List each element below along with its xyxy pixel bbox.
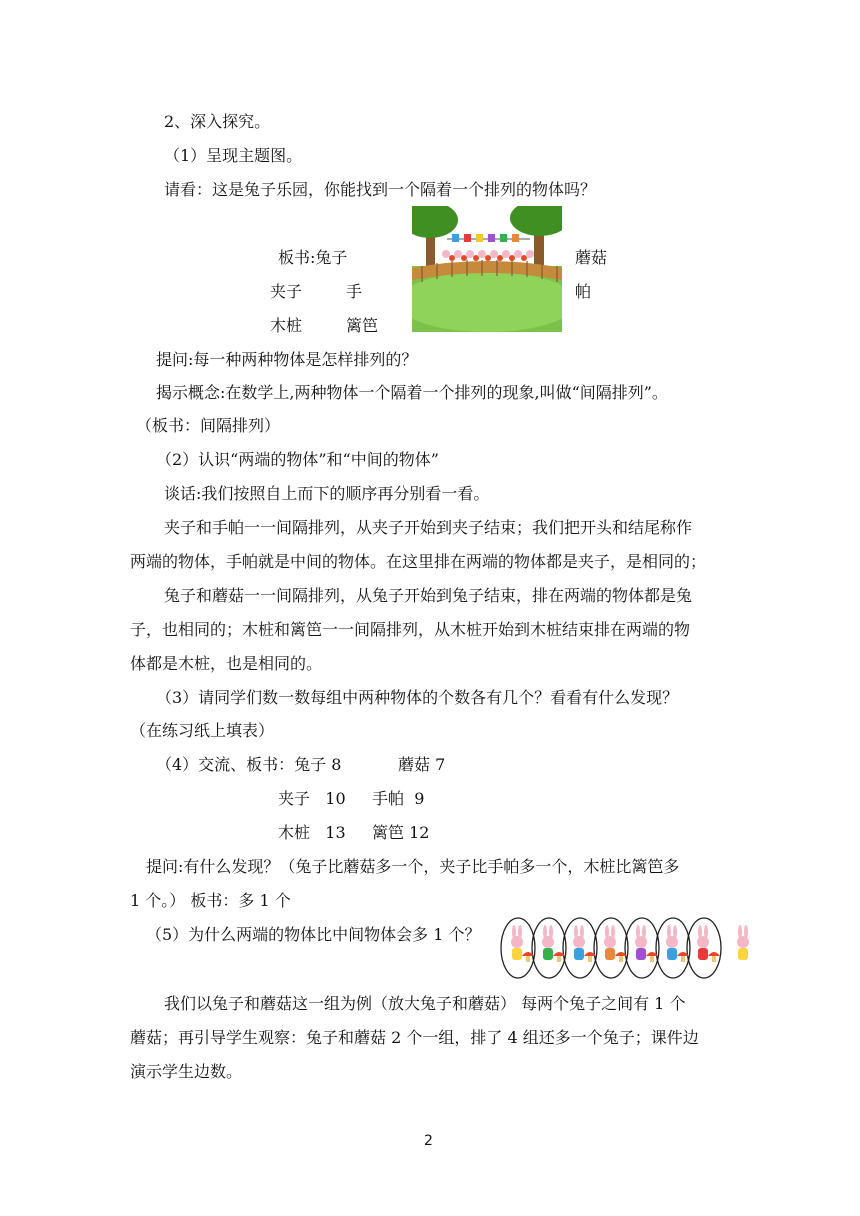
board-row-2: 夹子 10 <box>278 789 346 808</box>
paragraph-line: 我们以兔子和蘑菇这一组为例（放大兔子和蘑菇） 每两个兔子之间有 1 个 <box>164 994 686 1013</box>
paragraph-line: 两端的物体，手帕就是中间的物体。在这里排在两端的物体都是夹子，是相同的； <box>130 552 707 571</box>
board-row-1-b: 蘑菇 7 <box>398 755 446 774</box>
board-item-stake: 木桩 <box>270 316 303 335</box>
board-row-1: （4）交流、板书：兔子 8 <box>156 755 342 774</box>
board-row-3: 木桩 13 <box>278 823 346 842</box>
step-2-heading: （2）认识“两端的物体”和“中间的物体” <box>156 450 439 469</box>
paragraph-line: 兔子和蘑菇一一间隔排列，从兔子开始到兔子结束，排在两端的物体都是兔 <box>164 586 693 605</box>
paragraph-line: 提问:每一种两种物体是怎样排列的？ <box>156 350 418 369</box>
board-item-mushroom: 蘑菇 <box>575 248 608 267</box>
paragraph-line: （在练习纸上填表） <box>130 721 275 740</box>
paragraph-line: 提问:有什么发现？（兔子比蘑菇多一个，夹子比手帕多一个，木桩比篱笆多 <box>146 857 680 876</box>
board-item-clip: 夹子 <box>270 282 303 301</box>
paragraph-line: 夹子和手帕一一间隔排列，从夹子开始到夹子结束；我们把开头和结尾称作 <box>164 518 693 537</box>
paragraph-line: 谈话:我们按照自上而下的顺序再分别看一看。 <box>164 484 490 503</box>
step-3-heading: （3）请同学们数一数每组中两种物体的个数各有几个？看看有什么发现？ <box>156 688 679 707</box>
board-item-fence: 篱笆 <box>346 316 379 335</box>
paragraph-line: 体都是木桩，也是相同的。 <box>130 654 323 673</box>
rabbits-mushrooms-illustration <box>492 916 760 980</box>
board-item-hand: 手 <box>346 282 363 301</box>
board-item-pa: 帕 <box>575 282 592 301</box>
paragraph-line: 蘑菇；再引导学生观察：兔子和蘑菇 2 个一组，排了 4 组还多一个兔子；课件边 <box>130 1028 699 1047</box>
paragraph-line: 请看：这是兔子乐园，你能找到一个隔着一个排列的物体吗？ <box>164 180 597 199</box>
paragraph-line: 演示学生边数。 <box>130 1062 243 1081</box>
step-5-heading: （5）为什么两端的物体比中间物体会多 1 个？ <box>146 925 481 944</box>
rabbit-park-illustration <box>412 206 562 332</box>
page-number: 2 <box>424 1133 433 1149</box>
board-label: 板书:兔子 <box>278 248 348 267</box>
paragraph-line: 子，也相同的；木桩和篱笆一一间隔排列，从木桩开始到木桩结束排在两端的物 <box>130 620 691 639</box>
paragraph-line: 揭示概念:在数学上,两种物体一个隔着一个排列的现象,叫做“间隔排列”。 <box>156 383 668 402</box>
paragraph-line: （板书：间隔排列） <box>136 416 281 435</box>
section-heading: 2、深入探究。 <box>164 112 271 131</box>
board-row-2-b: 手帕 9 <box>372 789 425 808</box>
paragraph-line: 1 个。） 板书：多 1 个 <box>130 891 291 910</box>
board-row-3-b: 篱笆 12 <box>372 823 430 842</box>
step-1-heading: （1）呈现主题图。 <box>164 146 303 165</box>
